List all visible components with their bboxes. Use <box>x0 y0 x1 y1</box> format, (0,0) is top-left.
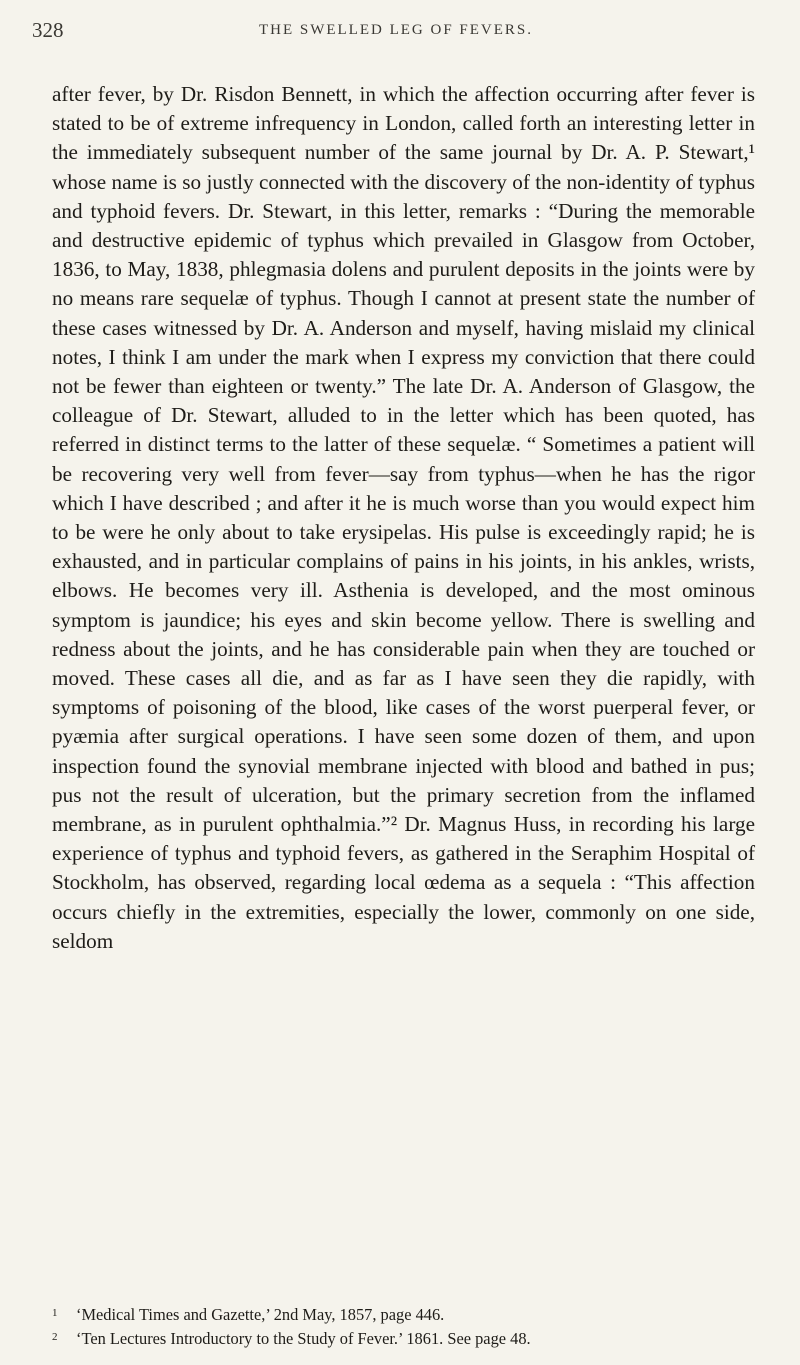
footnote-1 <box>52 1302 755 1326</box>
running-title: THE SWELLED LEG OF FEVERS. <box>258 22 534 38</box>
footnotes <box>52 1302 755 1350</box>
footnote-2-mark: 2 <box>52 1331 58 1343</box>
footnote-1-text: ‘Medical Times and Gazette,’ 2nd May, 1857, page 446. <box>76 1305 445 1324</box>
body-paragraph: after fever, by Dr. Risdon Bennett, in which the affection occurring after fever is stated to be of extreme infrequency in London, called forth an interesting letter in the immediately subsequent number of the same journal by Dr. A. P. Stewart,¹ whose name is so justly connected with the discovery of the non-identity of typhus and typhoid fevers. Dr. Stewart, in this letter, remarks : “During the memorable and destructive epidemic of typhus which prevailed in Glasgow from October, 1836, to May, 1838, phlegmasia dolens and purulent deposits in the joints were by no means rare sequelæ of typhus. Though I cannot at present state the number of these cases witnessed by Dr. A. Anderson and myself, having mislaid my clinical notes, I think I am under the mark when I express my conviction that there could not be fewer than eighteen or twenty.” The late Dr. A. Anderson of Glasgow, the colleague of Dr. Stewart, alluded to in the letter which has been quoted, has referred in distinct terms to the latter of these sequelæ. “ Sometimes a patient will be recovering very well from fever—say from typhus—when he has the rigor which I have described ; and after it he is much worse than you would expect him to be were he only about to take erysipelas. His pulse is exceedingly rapid; he is exhausted, and in particular complains of pains in his joints, in his ankles, wrists, elbows. He becomes very ill. Asthenia is developed, and the most ominous symptom is jaundice; his eyes and skin become yellow. There is swelling and redness about the joints, and he has considerable pain when they are touched or moved. These cases all die, and as far as I have seen they die rapidly, with symptoms of poisoning of the blood, like cases of the worst puerperal fever, or pyæmia after surgical operations. I have seen some dozen of them, and upon inspection found the synovial membrane injected with blood and bathed in pus; pus not the result of ulceration, but the primary secretion from the inflamed membrane, as in purulent ophthalmia.”² Dr. Magnus Huss, in recording his large experience of typhus and typhoid fevers, as gathered in the Seraphim Hospital of Stockholm, has observed, regarding local œdema as a sequela : “This affection occurs chiefly in the extremities, especially the lower, commonly on one side, seldom <box>52 82 755 953</box>
page-number: 328 <box>32 18 64 42</box>
page-header <box>32 14 760 48</box>
main-text <box>52 80 755 956</box>
footnote-2 <box>52 1326 755 1350</box>
footnote-1-mark: 1 <box>52 1307 58 1319</box>
footnote-2-text: ‘Ten Lectures Introductory to the Study of Fever.’ 1861. See page 48. <box>76 1329 531 1348</box>
